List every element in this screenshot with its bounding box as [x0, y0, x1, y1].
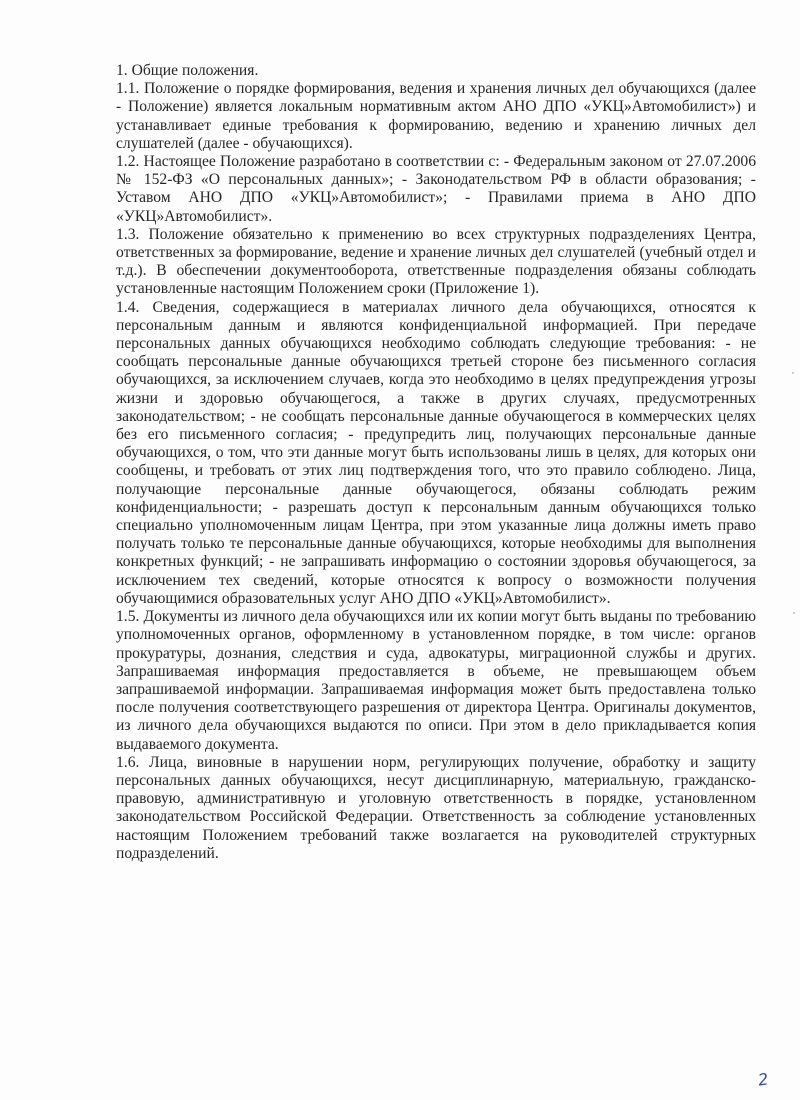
handwritten-page-number: 2 [756, 1069, 770, 1090]
scan-speck [792, 372, 794, 374]
section-heading: 1. Общие положения. [116, 62, 259, 79]
paragraph-1-2: 1.2. Настоящее Положение разработано в соответствии с: - Федеральным законом от 27.07.2006 № 152-ФЗ «О персональных данных»; - Законодательством РФ в области образования; - Уставом АНО ДПО «УКЦ»Автомобилист»; - Правилами приема в АНО ДПО «УКЦ»Автомобилист». [116, 153, 756, 225]
paragraph-1-3: 1.3. Положение обязательно к применению во всех структурных подразделениях Центра, ответственных за формирование, ведение и хранение личных дел слушателей (учебный отдел и т.д.). В обеспечении документооборота, ответственные подразделения обязаны соблюдать установленные настоящим Положением сроки (Приложение 1). [116, 225, 756, 298]
paragraph-1-5: 1.5. Документы из личного дела обучающихся или их копии могут быть выданы по требованию уполномоченных органов, оформленному в установленном порядке, в том числе: органов прокуратуры, дознания, следствия и суда, адвокатуры, миграционной службы и других. Запрашиваемая информация предоставляется в объеме, не превышающем объем запрашиваемой информации. Запрашиваемая информация может быть предоставлена только после получения соответствующего разрешения от директора Центра. Оригиналы документов, из личного дела обучающихся выдаются по описи. При этом в дело прикладывается копия выдаваемого документа. [116, 608, 756, 753]
paragraph-1-4: 1.4. Сведения, содержащиеся в материалах личного дела обучающихся, относятся к персональным данным и являются конфиденциальной информацией. При передаче персональных данных обучающихся необходимо соблюдать следующие требования: - не сообщать персональные данные обучающихся третьей стороне без письменного согласия обучающихся, за исключением случаев, когда это необходимо в целях предупреждения угрозы жизни и здоровью обучающегося, а также в других случаях, предусмотренных законодательством; - не сообщать персональные данные обучающегося в коммерческих целях без его письменного согласия; - предупредить лиц, получающих персональные данные обучающихся, о том, что эти данные могут быть использованы лишь в целях, для которых они сообщены, и требовать от этих лиц подтверждения того, что это правило соблюдено. Лица, получающие персональные данные обучающегося, обязаны соблюдать режим конфиденциальности; - разрешать доступ к персональным данным обучающихся только специально уполномоченным лицам Центра, при этом указанные лица должны иметь право получать только те персональные данные обучающихся, которые необходимы для выполнения конкретных функций; - не запрашивать информацию о состоянии здоровья обучающегося, за исключением тех сведений, которые относятся к вопросу о возможности получения обучающимися образовательных услуг АНО ДПО «УКЦ»Автомобилист». [116, 298, 756, 607]
paragraph-1-6: 1.6. Лица, виновные в нарушении норм, регулирующих получение, обработку и защиту персональных данных обучающихся, несут дисциплинарную, материальную, гражданско-правовую, административную и уголовную ответственность в порядке, установленном законодательством Российской Федерации. Ответственность за соблюдение установленных настоящим Положением требований также возлагается на руководителей структурных подразделений. [116, 753, 756, 862]
document-body [116, 62, 756, 863]
scan-speck [793, 612, 795, 614]
paragraph-1-1: 1.1. Положение о порядке формирования, ведения и хранения личных дел обучающихся (далее - Положение) является локальным нормативным актом АНО ДПО «УКЦ»Автомобилист») и устанавливает единые требования к формированию, ведению и хранению личных дел слушателей (далее - обучающихся). [116, 80, 756, 152]
